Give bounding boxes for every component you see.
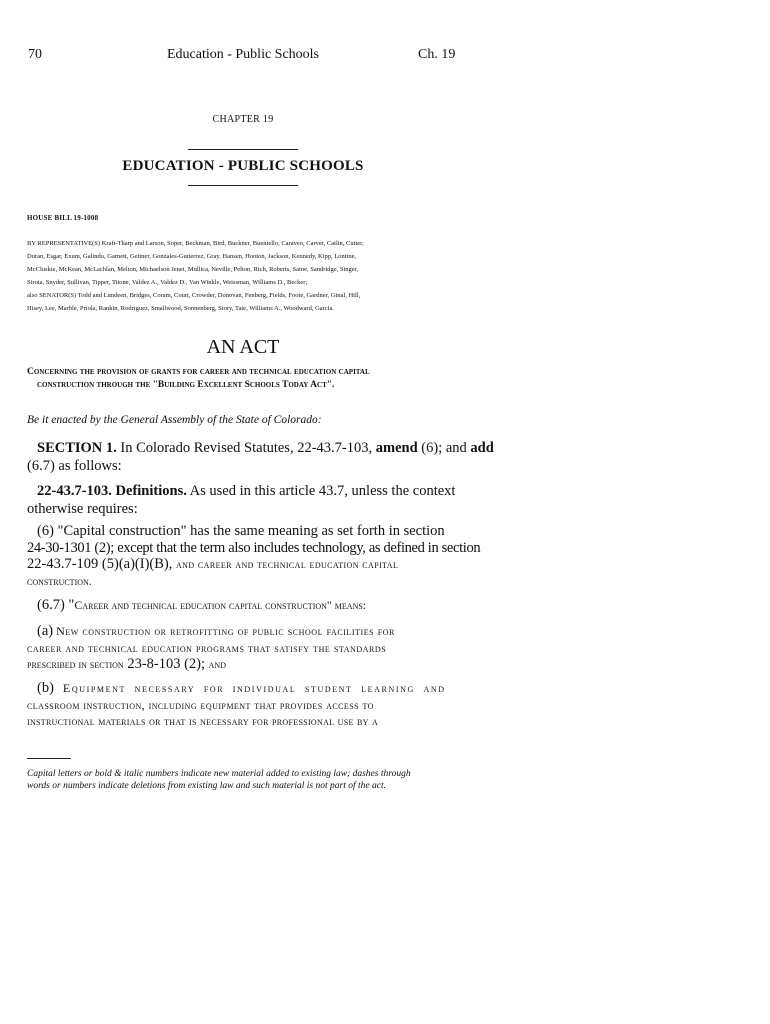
paragraph-a <box>27 623 459 673</box>
definitions-heading: Definitions. <box>115 483 187 499</box>
paragraph-6-7-end: " means: <box>326 598 367 612</box>
paragraph-b-label: (b) <box>37 680 54 696</box>
paragraph-a-and: and <box>208 657 226 671</box>
paragraph-6-7-term: Career and technical education capital construction <box>74 598 327 612</box>
paragraph-6-7-number: (6.7) " <box>37 597 75 613</box>
sponsors-block <box>27 237 467 315</box>
sponsor-line: Duran, Esgar, Exum, Galindo, Garnett, Geitner, Gonzales-Gutierrez, Gray, Hansen, Hooton, Jackson, Kennedy, Kipp, Lontine, <box>27 253 357 260</box>
section-1-label: SECTION 1. <box>37 440 117 456</box>
section-1-text: In Colorado Revised Statutes, 22-43.7-103, <box>116 440 376 456</box>
paragraph-b-line-3: instructional materials or that is necessary for professional use by a <box>27 714 379 728</box>
paragraph-a-citation: 23-8-103 (2); <box>123 656 209 672</box>
chapter-label: CHAPTER 19 <box>212 114 274 125</box>
footnote <box>27 768 467 792</box>
sponsor-line: Hisey, Lee, Marble, Priola, Rankin, Rodriguez, Smallwood, Sonnenberg, Story, Tate, Williams A., Woodward, Garcia. <box>27 305 335 312</box>
add-keyword: add <box>470 440 494 456</box>
paragraph-6-line-2: 24-30-1301 (2); except that the term also includes technology, as defined in section <box>27 539 481 556</box>
sponsor-line: McCluskie, McKean, McLachlan, Melton, Michaelson Jenet, Mullica, Neville, Pelton, Rich, Roberts, Saine, Sandridge, Singer, <box>27 266 359 273</box>
section-1-line-2: (6.7) as follows: <box>27 458 122 474</box>
section-1 <box>27 439 494 475</box>
chapter-reference: Ch. 19 <box>418 47 456 62</box>
paragraph-a-line-1: New construction or retrofitting of public school facilities for <box>56 624 395 638</box>
paragraph-6 <box>27 523 481 589</box>
footnote-line-2: words or numbers indicate deletions from existing law and such material is not part of the act. <box>27 781 386 791</box>
paragraph-b <box>27 680 459 730</box>
sponsor-line: also SENATOR(S) Todd and Lundeen, Bridges, Coram, Court, Crowder, Donovan, Fenberg, Fields, Foote, Gardner, Ginal, Hill, <box>27 292 361 299</box>
paragraph-6-new-text: and career and technical education capital <box>175 557 399 571</box>
running-title: Education - Public Schools <box>166 47 320 62</box>
amend-keyword: amend <box>375 440 418 456</box>
paragraph-b-line-2: classroom instruction, including equipment that provides access to <box>27 697 374 712</box>
footnote-rule <box>27 758 71 759</box>
paragraph-6-line-3: 22-43.7-109 (5)(a)(I)(B), <box>27 556 176 572</box>
section-1-text-2: (6); and <box>417 440 471 456</box>
paragraph-6-line-1: (6) "Capital construction" has the same meaning as set forth in section <box>37 523 445 539</box>
title-rule-top <box>188 149 298 150</box>
paragraph-a-line-2: career and technical education programs that satisfy the standards <box>27 640 387 655</box>
footnote-line-1: Capital letters or bold & italic numbers indicate new material added to existing law; dashes through <box>27 769 411 779</box>
definitions-text: As used in this article 43.7, unless the context <box>186 483 456 499</box>
sponsor-line: Sirota, Snyder, Sullivan, Tipper, Titone, Valdez A., Valdez D., Van Winkle, Weissman, Williams D., Becker; <box>27 279 308 286</box>
paragraph-b-line-1: Equipment necessary for individual student learning and <box>62 681 446 695</box>
title-rule-bottom <box>188 185 298 186</box>
paragraph-6-line-4: construction. <box>27 573 92 588</box>
paragraph-a-line-3: prescribed in section <box>27 657 124 671</box>
sponsor-line: BY REPRESENTATIVE(S) Kraft-Tharp and Larson, Soper, Beckman, Bird, Buckner, Buentello, Caraveo, Carver, Catlin, Cutter, <box>27 240 364 247</box>
definitions-citation: 22-43.7-103. <box>37 483 112 499</box>
paragraph-6-7 <box>37 597 366 614</box>
concerning-line-1: Concerning the provision of grants for career and technical education capital <box>27 367 370 377</box>
bill-number: HOUSE BILL 19-1008 <box>27 214 99 222</box>
act-heading: AN ACT <box>206 336 280 358</box>
enacting-clause: Be it enacted by the General Assembly of the State of Colorado: <box>27 414 322 426</box>
concerning-line-2: construction through the "Building Excellent Schools Today Act". <box>37 380 335 390</box>
document-title: EDUCATION - PUBLIC SCHOOLS <box>122 158 364 174</box>
paragraph-a-label: (a) <box>37 623 54 639</box>
definitions-line-2: otherwise requires: <box>27 501 138 517</box>
definitions-paragraph <box>27 482 459 518</box>
page-number: 70 <box>28 47 42 62</box>
